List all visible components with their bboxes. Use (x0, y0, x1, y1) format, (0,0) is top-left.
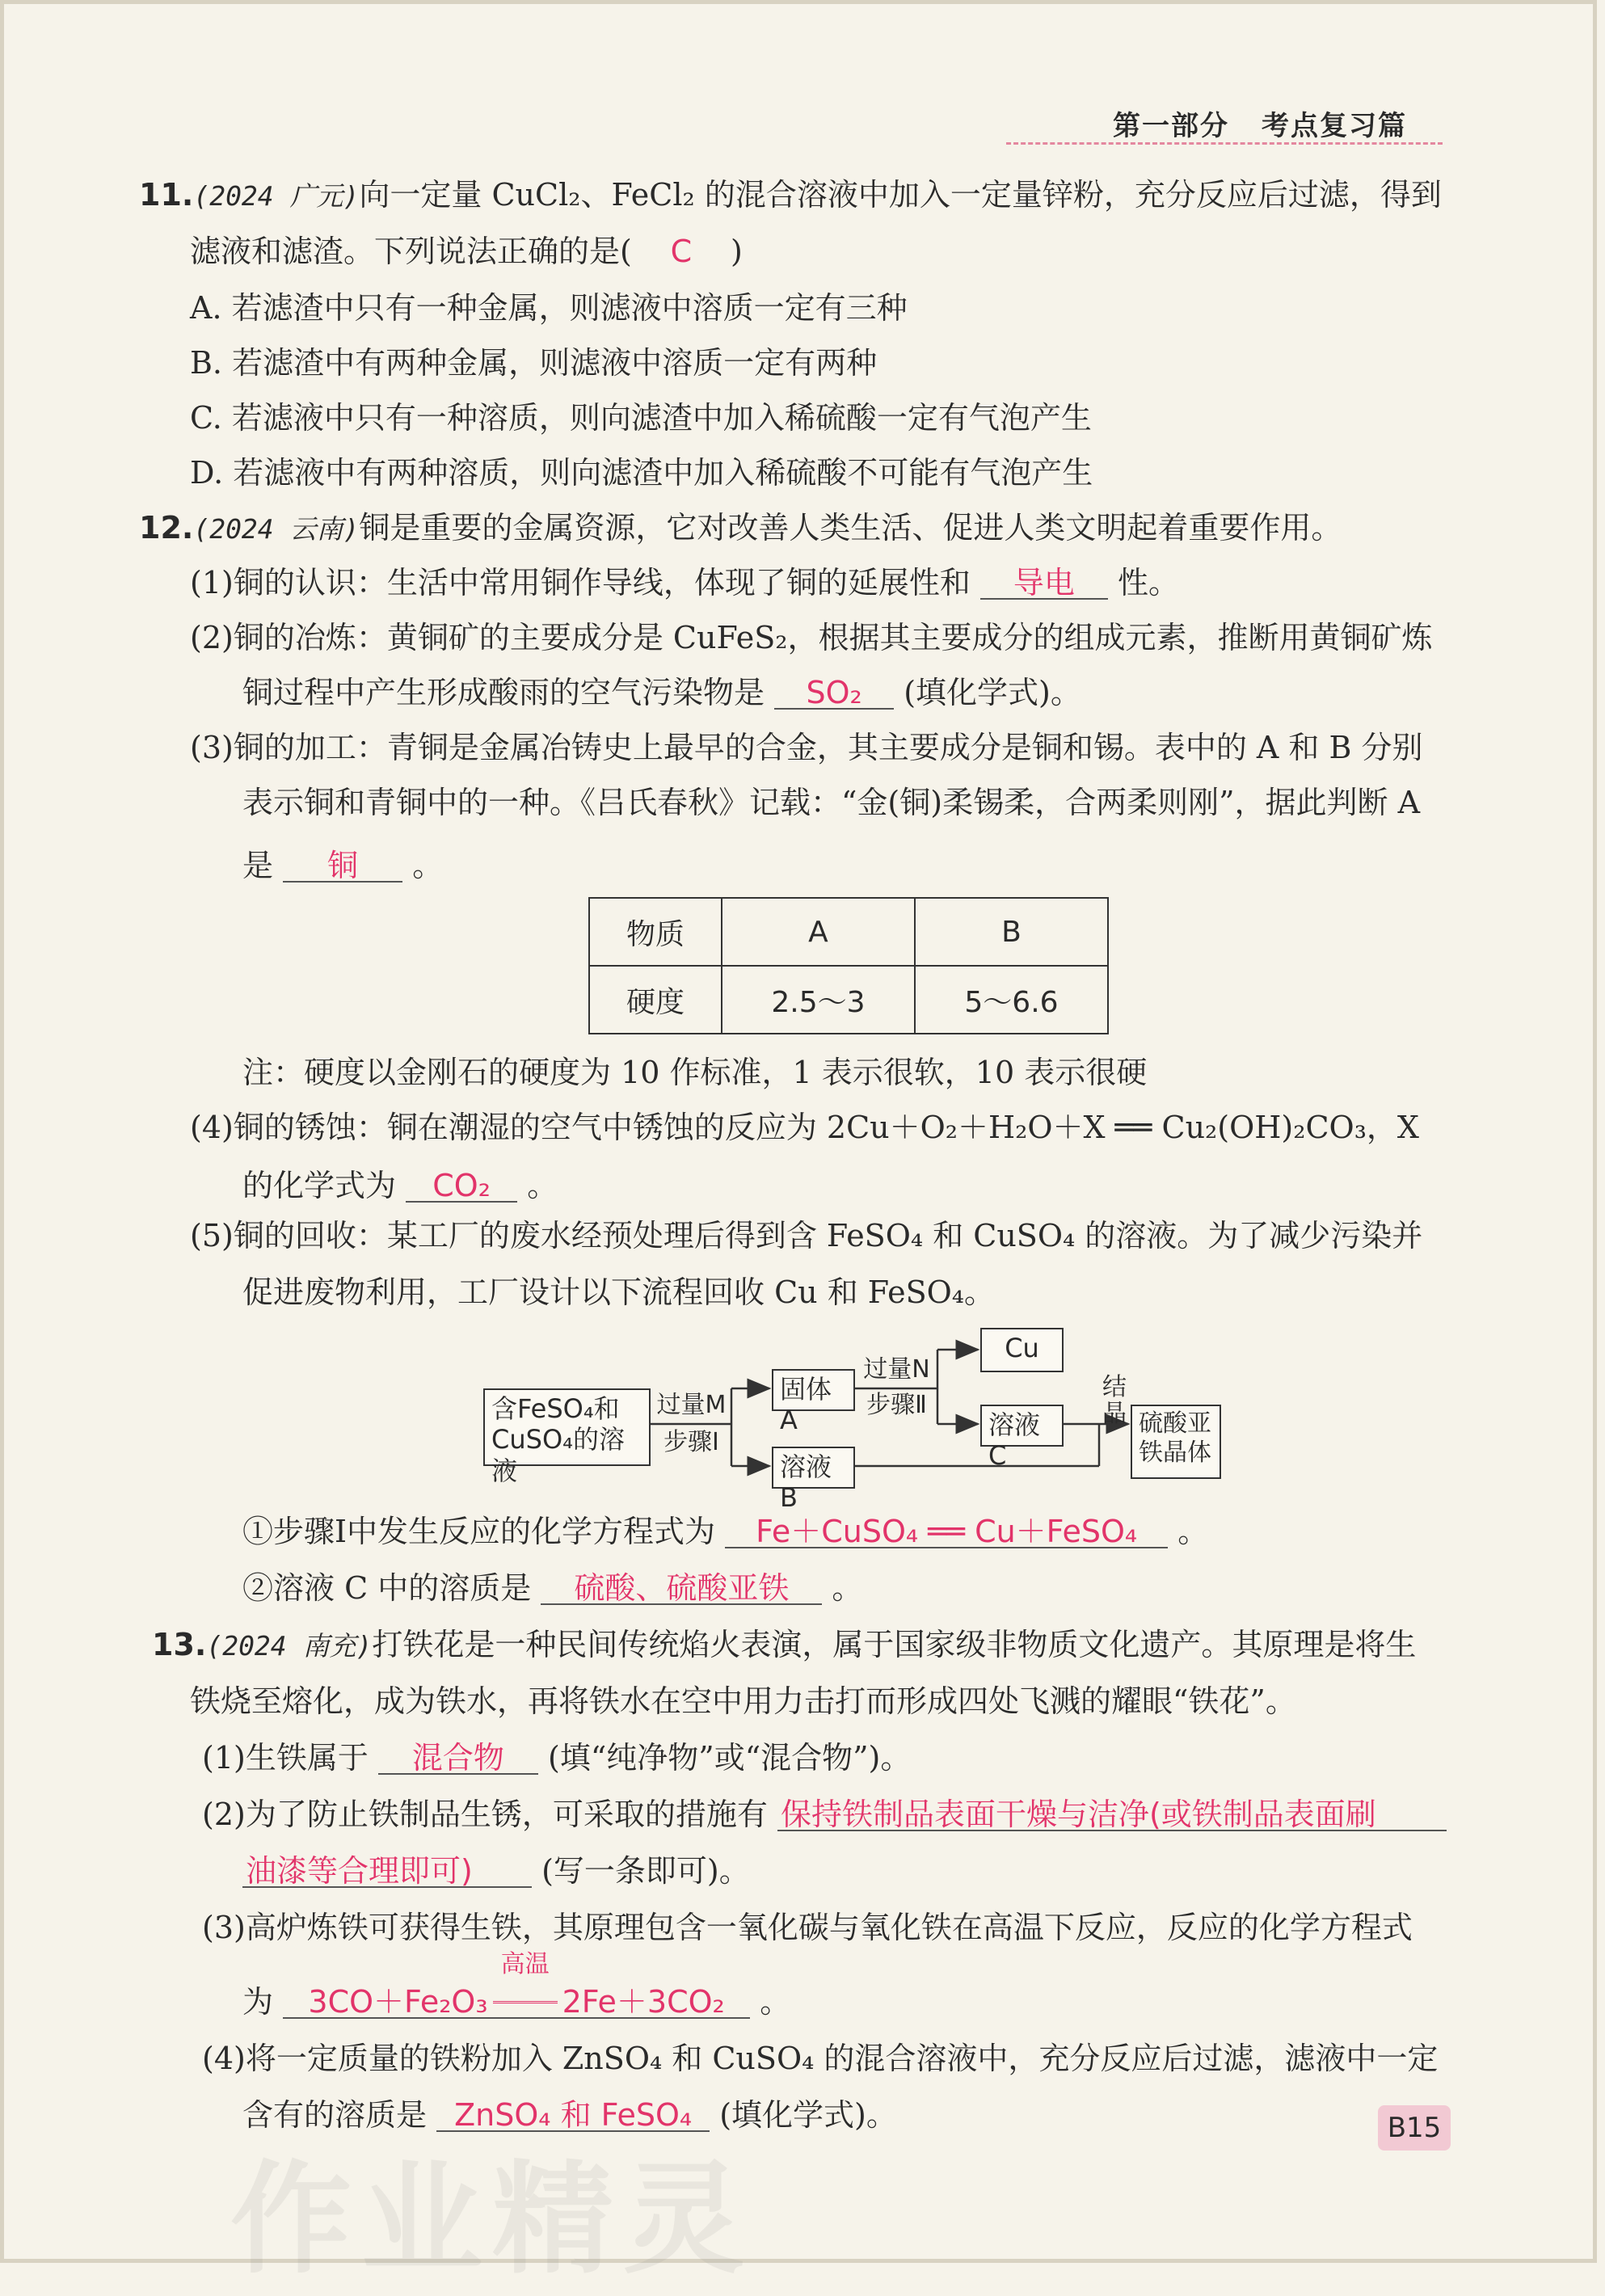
q11-answer: C (670, 234, 693, 269)
q12-p4-text: 的化学式为 (242, 1168, 397, 1203)
q12-s2-text: ②溶液 C 中的溶质是 (242, 1570, 532, 1606)
q11-stem2a: 滤液和滤渣。下列说法正确的是( (190, 234, 632, 269)
q12-p1-text: (1)铜的认识：生活中常用铜作导线，体现了铜的延展性和 (190, 565, 971, 600)
q11-stem2b: ) (731, 234, 743, 269)
q12-p2-answer: SO₂ (774, 677, 894, 710)
q12-s1-tail: 。 (1177, 1514, 1209, 1549)
q12-p2-tail: (填化学式)。 (904, 675, 1081, 710)
q12-p4-tail: 。 (527, 1168, 558, 1203)
q11-number: 11. (139, 177, 194, 213)
q13-part4-line1: (4)将一定质量的铁粉加入 ZnSO₄ 和 CuSO₄ 的混合溶液中，充分反应后过滤，滤液中一定 (202, 2041, 1439, 2076)
q13-source: (2024 南充) (206, 1630, 373, 1662)
q11-option-b: B. 若滤渣中有两种金属，则滤液中溶质一定有两种 (190, 345, 878, 381)
table-cell: 物质 (589, 898, 722, 966)
q12-number: 12. (139, 510, 194, 546)
q11-source: (2024 广元) (193, 180, 360, 212)
equals-sign (493, 2001, 558, 2007)
q13-p1-text: (1)生铁属于 (202, 1740, 369, 1776)
q13-p3-answer (283, 1950, 750, 2020)
header-part: 第一部分 (1113, 110, 1229, 142)
q11-option-d: D. 若滤液中有两种溶质，则向滤渣中加入稀硫酸不可能有气泡产生 (190, 455, 1093, 491)
header-title: 考点复习篇 (1262, 110, 1407, 142)
q12-s2-answer: 硫酸、硫酸亚铁 (541, 1573, 822, 1605)
flow-step2-bottom: 步骤Ⅱ (866, 1391, 927, 1419)
flow-step2-top: 过量N (863, 1355, 930, 1384)
table-cell: A (722, 898, 915, 966)
q11-option-a: A. 若滤渣中只有一种金属，则滤液中溶质一定有三种 (190, 290, 908, 326)
q13-p3-reactants: 3CO＋Fe₂O₃ (308, 1984, 488, 2020)
q13-p4-tail: (填化学式)。 (719, 2097, 897, 2133)
q13-p4-text: 含有的溶质是 (242, 2097, 428, 2133)
q12-part2-line1: (2)铜的冶炼：黄铜矿的主要成分是 CuFeS₂，根据其主要成分的组成元素，推断用黄铜矿炼 (190, 620, 1433, 655)
table-cell: 硬度 (589, 966, 722, 1034)
table-cell: B (915, 898, 1108, 966)
q13-p1-answer: 混合物 (378, 1742, 538, 1775)
flow-cu-box: Cu (980, 1328, 1064, 1372)
q13-p3-condition-label: 高温 (500, 1950, 550, 1978)
flow-step1-bottom: 步骤Ⅰ (663, 1428, 719, 1456)
flow-solution-c: 溶液C (980, 1405, 1064, 1447)
q13-p3-condition (493, 1950, 558, 2017)
q12-part4-line1: (4)铜的锈蚀：铜在潮湿的空气中锈蚀的反应为 2Cu＋O₂＋H₂O＋X ══ Cu₂(OH)₂CO₃，X (190, 1110, 1419, 1145)
q13-p3-products: 2Fe＋3CO₂ (562, 1984, 725, 2020)
q13-stem-line2: 铁烧至熔化，成为铁水，再将铁水在空中用力击打而形成四处飞溅的耀眼“铁花”。 (190, 1683, 1296, 1719)
q12-s2-tail: 。 (832, 1570, 863, 1606)
flow-solid-a: 固体A (772, 1369, 855, 1411)
flow-step1-top: 过量M (656, 1391, 727, 1419)
flow-solution-b: 溶液B (772, 1447, 855, 1489)
q13-p3-tail: 。 (760, 1984, 791, 2020)
q11-stem1: 向一定量 CuCl₂、FeCl₂ 的混合溶液中加入一定量锌粉，充分反应后过滤，得到 (359, 177, 1442, 213)
q12-part5-line1: (5)铜的回收：某工厂的废水经预处理后得到含 FeSO₄ 和 CuSO₄ 的溶液。为了减少污染并 (190, 1218, 1423, 1253)
q12-stem-text: 铜是重要的金属资源，它对改善人类生活、促进人类文明起着重要作用。 (359, 510, 1342, 546)
q12-p3-text: 是 (242, 848, 274, 883)
table-cell: 5～6.6 (915, 966, 1108, 1034)
q13-part3-line2 (242, 1950, 791, 2020)
q12-s1-text: ①步骤Ⅰ中发生反应的化学方程式为 (242, 1514, 716, 1549)
q13-stem1: 打铁花是一种民间传统焰火表演，属于国家级非物质文化遗产。其原理是将生 (372, 1627, 1417, 1662)
q12-part3-line1: (3)铜的加工：青铜是金属冶铸史上最早的合金，其主要成分是铜和锡。表中的 A 和 B 分别 (190, 730, 1423, 765)
q12-sub1 (242, 1516, 1208, 1548)
q13-p2-answer-part2: 油漆等合理即可) (242, 1856, 532, 1888)
q13-p2-text: (2)为了防止铁制品生锈，可采取的措施有 (202, 1797, 768, 1832)
q13-p2-answer-part1: 保持铁制品表面干燥与洁净(或铁制品表面刷 (777, 1799, 1447, 1831)
watermark: 作业精灵 (230, 2150, 755, 2290)
q12-p3-tail: 。 (412, 848, 444, 883)
q13-part3-line1: (3)高炉炼铁可获得生铁，其原理包含一氧化碳与氧化铁在高温下反应，反应的化学方程式 (202, 1910, 1413, 1945)
q13-part2-line1 (202, 1799, 1447, 1831)
q12-sub2 (242, 1570, 863, 1606)
q13-part1 (202, 1742, 911, 1775)
q12-p2-text: 铜过程中产生形成酸雨的空气污染物是 (242, 675, 765, 710)
table-cell: 2.5～3 (722, 966, 915, 1034)
q13-p1-tail: (填“纯净物”或“混合物”)。 (548, 1740, 912, 1776)
q11-option-c: C. 若滤液中只有一种溶质，则向滤渣中加入稀硫酸一定有气泡产生 (190, 400, 1092, 436)
flow-start-box: 含FeSO₄和CuSO₄的溶液 (483, 1388, 651, 1466)
q12-s1-answer: Fe＋CuSO₄ ══ Cu＋FeSO₄ (725, 1516, 1168, 1548)
q12-table-note: 注：硬度以金刚石的硬度为 10 作标准，1 表示很软，10 表示很硬 (242, 1055, 1148, 1090)
q13-part2-line2 (242, 1853, 750, 1889)
q12-p1-answer: 导电 (980, 567, 1108, 600)
q12-p3-answer: 铜 (283, 850, 402, 883)
q13-stem-line1 (152, 1629, 1416, 1660)
flow-crystal-label: 结晶 (1102, 1373, 1127, 1428)
q12-p1-tail: 性。 (1118, 565, 1180, 600)
page-number: B15 (1378, 2105, 1451, 2151)
q12-source: (2024 云南) (193, 513, 360, 545)
q12-part5-line2: 促进废物利用，工厂设计以下流程回收 Cu 和 FeSO₄。 (242, 1274, 995, 1310)
q13-p2-tail: (写一条即可)。 (541, 1853, 750, 1889)
q13-p4-answer: ZnSO₄ 和 FeSO₄ (436, 2100, 710, 2132)
flow-product-box: 硫酸亚铁晶体 (1131, 1405, 1221, 1479)
q12-part3-line2: 表示铜和青铜中的一种。《吕氏春秋》记载：“金(铜)柔锡柔，合两柔则刚”，据此判断 A (242, 785, 1421, 820)
q12-p4-answer: CO₂ (406, 1170, 517, 1203)
q13-p3-text: 为 (242, 1984, 274, 2020)
q13-number: 13. (152, 1627, 207, 1662)
